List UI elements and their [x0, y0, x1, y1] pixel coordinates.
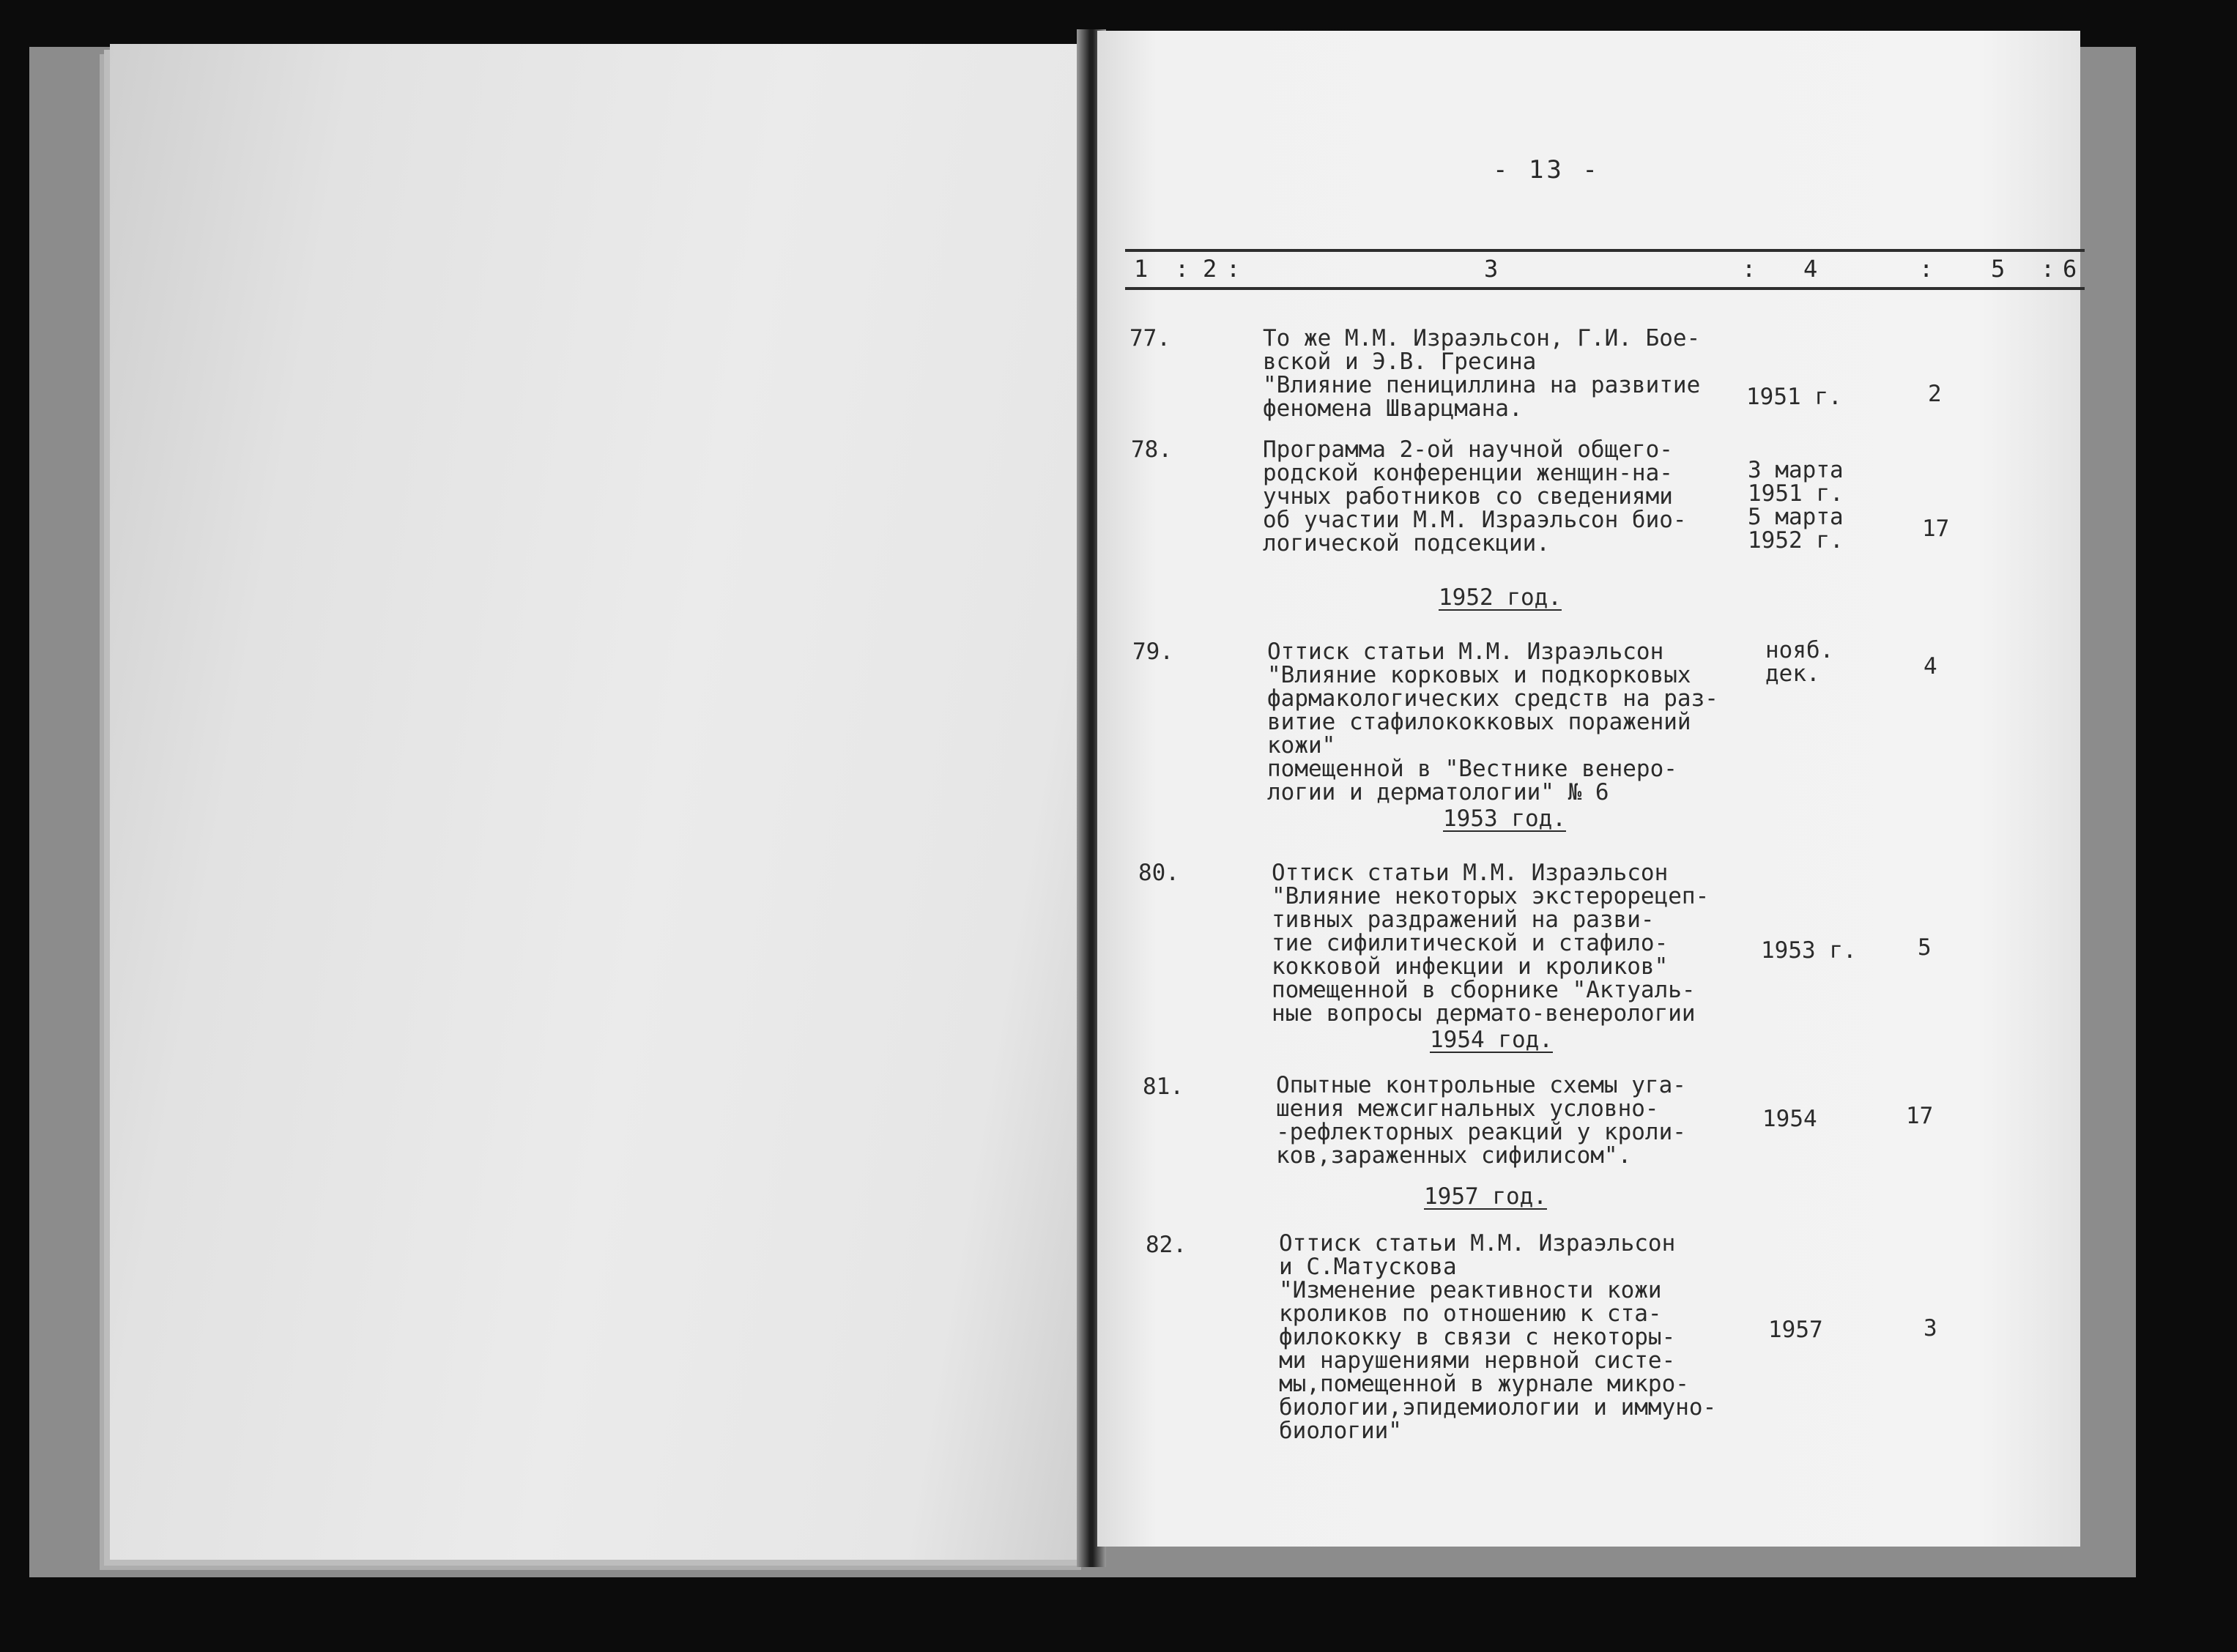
- entry-sheet-count: 17: [1906, 1103, 1934, 1129]
- entry-sheet-count: 2: [1928, 381, 1942, 407]
- entry-number: 78.: [1131, 436, 1172, 463]
- year-heading: 1957 год.: [1424, 1183, 1547, 1210]
- entry-description: Опытные контрольные схемы уга- шения межсигнальных условно- -рефлекторных реакций у кроли- ков,зараженных сифилисом".: [1276, 1072, 1686, 1169]
- header-col-2: 2: [1203, 255, 1217, 283]
- header-sep: :: [1175, 255, 1190, 283]
- entry-description: Оттиск статьи М.М. Израэльсон "Влияние некоторых экстерорецеп- тивных раздражений на разви- тие сифилитической и стафило- кокковой инфекции и кроликов" помещенной в сборнике "Актуаль- ные вопросы дермато-венерологии: [1272, 860, 1710, 1027]
- entry-date: 3 марта 1951 г. 5 марта 1952 г.: [1748, 457, 1844, 554]
- entry-sheet-count: 4: [1923, 653, 1937, 680]
- year-heading: 1952 год.: [1439, 584, 1562, 611]
- entry-sheet-count: 17: [1922, 516, 1950, 542]
- entry-description: То же М.М. Израэльсон, Г.И. Бое- вской и Э.В. Гресина "Влияние пенициллина на развитие феномена Шварцмана.: [1263, 325, 1701, 422]
- entry-date: 1951 г.: [1746, 384, 1842, 410]
- entry-description: Оттиск статьи М.М. Израэльсон и С.Матускова "Изменение реактивности кожи кроликов по отношению к ста- филококку в связи с некоторы- ми нарушениями нервной систе- мы,помещенной в журнале микро- биологии,эпидемиологии и иммуно- биологии": [1279, 1230, 1717, 1444]
- header-col-1: 1: [1134, 255, 1149, 283]
- page-number: - 13 -: [1493, 155, 1600, 185]
- entry-date: нояб. дек.: [1765, 637, 1834, 687]
- header-top-rule: [1125, 249, 2085, 252]
- entry-number: 80.: [1138, 860, 1179, 886]
- entry-description: Оттиск статьи М.М. Израэльсон "Влияние корковых и подкорковых фармакологических средств на раз- витие стафилококковых поражений кожи" помещенной в "Вестнике венеро- логии и дерматологии" № 6: [1267, 639, 1718, 805]
- header-col-5: 5: [1991, 255, 2006, 283]
- entry-number: 81.: [1143, 1074, 1184, 1100]
- header-bottom-rule: [1125, 287, 2085, 290]
- header-col-3: 3: [1484, 255, 1499, 283]
- entry-description: Программа 2-ой научной общего- родской конференции женщин-на- учных работников со сведениями об участии М.М. Израэльсон био- логической подсекции.: [1263, 436, 1687, 557]
- entry-sheet-count: 5: [1918, 934, 1932, 961]
- year-heading: 1953 год.: [1443, 805, 1566, 832]
- header-sep: :: [2041, 255, 2055, 283]
- header-sep: :: [1742, 255, 1756, 283]
- header-sep: :: [1919, 255, 1934, 283]
- entry-number: 79.: [1132, 639, 1173, 665]
- year-heading: 1954 год.: [1430, 1027, 1553, 1053]
- header-col-4: 4: [1803, 255, 1818, 283]
- entry-number: 77.: [1129, 325, 1171, 351]
- right-page: [1097, 31, 2080, 1547]
- blank-left-page: [110, 44, 1091, 1560]
- header-sep: :: [1226, 255, 1241, 283]
- header-col-6: 6: [2063, 255, 2077, 283]
- entry-date: 1954: [1762, 1106, 1817, 1132]
- entry-number: 82.: [1146, 1232, 1187, 1258]
- entry-date: 1953 г.: [1761, 937, 1857, 964]
- entry-sheet-count: 3: [1923, 1315, 1937, 1342]
- table-header-row: [1127, 255, 2079, 286]
- entry-date: 1957: [1768, 1317, 1823, 1343]
